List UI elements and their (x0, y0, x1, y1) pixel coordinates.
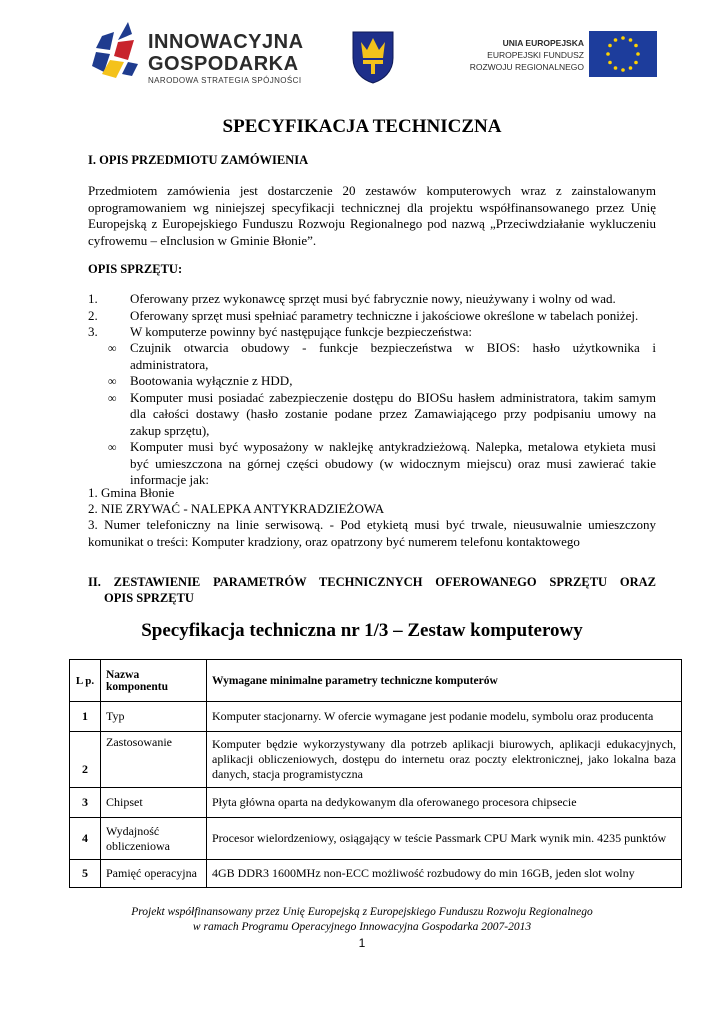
numbered-item-2-n: 2. (88, 308, 98, 323)
row-lp: 5 (70, 860, 101, 888)
numbered-item-2-text: Oferowany sprzęt musi spełniać parametry techniczne i jakościowe określone w tabelach poniżej. (130, 308, 639, 323)
eu-line2: EUROPEJSKI FUNDUSZ (487, 50, 584, 60)
eu-line3: ROZWOJU REGIONALNEGO (469, 62, 584, 72)
row-params: Komputer będzie wykorzystywany dla potrzeb aplikacji biurowych, aplikacji edukacyjnych, aplikacji obliczeniowych, dostępu do internetu oraz poczty elektronicznej, jako lokalna baza danych, stacja programistyczna (207, 732, 682, 788)
header-name: Nazwa komponentu (101, 660, 207, 702)
row-name: Typ (101, 702, 207, 732)
section2-heading-line2: OPIS SPRZĘTU (104, 591, 194, 605)
bullet-1-line-1: Czujnik otwarcia obudowy - funkcje bezpieczeństwa w BIOS: hasło użytkownika i (130, 340, 656, 355)
bullet-symbol: ∞ (108, 341, 117, 355)
table-row (70, 860, 682, 888)
row-params: Procesor wielordzeniowy, osiągający w teście Passmark CPU Mark wynik min. 4235 punktów (207, 818, 682, 860)
row-name: Zastosowanie (101, 732, 207, 788)
bullet-item (108, 373, 656, 390)
bullet-4-line-2: być umieszczona na górnej części obudowy (w widocznym miejscu) oraz musi zawierać takie (130, 455, 656, 471)
page-number: 1 (358, 936, 366, 950)
table-header-row (70, 660, 682, 702)
ig-logo-line3: NARODOWA STRATEGIA SPÓJNOŚCI (148, 76, 302, 85)
sticker-item-3 (88, 517, 656, 550)
bullet-3-line-1: Komputer musi posiadać zabezpieczenie dostępu do BIOSu hasłem administratora, takim samym (130, 389, 656, 405)
bullet-list (108, 340, 656, 489)
intro-line-2: oprogramowaniem wg niniejszej specyfikacji technicznej dla projektu współfinansowanego przez Unię (88, 199, 656, 215)
bullet-item (108, 439, 656, 489)
footer-line2: w ramach Programu Operacyjnego Innowacyjna Gospodarka 2007-2013 (192, 921, 532, 933)
row-params: Komputer stacjonarny. W ofercie wymagane jest podanie modelu, symbolu oraz producenta (207, 702, 682, 732)
ig-logo-line1: INNOWACYJNA (148, 31, 304, 53)
table-row (70, 702, 682, 732)
footer-line1: Projekt współfinansowany przez Unię Europejską z Europejskiego Funduszu Rozwoju Regionalnego (131, 906, 593, 918)
bullet-item (108, 390, 656, 440)
row-lp: 3 (70, 788, 101, 818)
section2-heading-line1: II. ZESTAWIENIE PARAMETRÓW TECHNICZNYCH OFEROWANEGO SPRZĘTU ORAZ (88, 575, 656, 589)
bullet-3-line-2: dla całości dostawy (hasło zostanie podane przez Zamawiającego przy podpisaniu umowy na (130, 406, 656, 421)
row-lp: 2 (70, 732, 101, 788)
bullet-symbol: ∞ (108, 390, 117, 405)
sticker-item-3-line-2: komunikat o treści: Komputer kradziony, oraz opatrzony być numerem telefonu kontaktowego (88, 533, 580, 549)
numbered-item-3-n: 3. (88, 324, 98, 339)
eu-line1: UNIA EUROPEJSKA (502, 38, 584, 48)
bullet-1-line-2: administratora, (130, 356, 209, 372)
eu-flag-icon (589, 31, 657, 77)
row-params: 4GB DDR3 1600MHz non-ECC możliwość rozbudowy do min 16GB, jeden slot wolny (207, 860, 682, 888)
row-params: Płyta główna oparta na dedykowanym dla oferowanego procesora chipsecie (207, 788, 682, 818)
intro-line-4: cyfrowemu – eInclusion w Gminie Błonie”. (88, 232, 317, 248)
table-row (70, 818, 682, 860)
intro-line-1: Przedmiotem zamówienia jest dostarczenie 20 zestawów komputerowych wraz z zainstalowanym (88, 183, 656, 198)
row-lp: 1 (70, 702, 101, 732)
header-params: Wymagane minimalne parametry techniczne komputerów (207, 660, 682, 702)
row-name: Wydajność obliczeniowa (101, 818, 207, 860)
ig-logo-mark-icon (88, 20, 146, 80)
sticker-item-3-line-1: 3. Numer telefoniczny na linie serwisową. - Pod etykietą musi być trwale, nieusuwalnie umieszczony (88, 517, 656, 532)
bullet-item (108, 340, 656, 373)
blonie-crest-icon (349, 28, 397, 84)
ig-logo-line2: GOSPODARKA (148, 53, 299, 75)
numbered-item-1-text: Oferowany przez wykonawcę sprzęt musi być fabrycznie nowy, nieużywany i wolny od wad. (130, 291, 616, 306)
numbered-item-3-text: W komputerze powinny być następujące funkcje bezpieczeństwa: (130, 324, 472, 339)
row-name: Chipset (101, 788, 207, 818)
bullet-3-line-3: zakup sprzętu), (130, 422, 210, 438)
row-lp: 4 (70, 818, 101, 860)
header-lp: L p. (70, 660, 101, 702)
table-row (70, 788, 682, 818)
numbered-item-2 (88, 308, 668, 325)
bullet-2-line-1: Bootowania wyłącznie z HDD, (130, 373, 293, 388)
bullet-4-line-1: Komputer musi być wyposażony w naklejkę antykradzieżową. Nalepka, metalowa etykieta musi (130, 439, 656, 454)
intro-line-3: Europejską z Europejskiego Funduszu Rozwoju Regionalnego pod nazwą „Przeciwdziałanie wykluczeniu (88, 216, 656, 231)
spec-title: Specyfikacja techniczna nr 1/3 – Zestaw komputerowy (141, 620, 583, 641)
section1-heading: I. OPIS PRZEDMIOTU ZAMÓWIENIA (88, 153, 309, 167)
row-name: Pamięć operacyjna (101, 860, 207, 888)
bullet-symbol: ∞ (108, 374, 117, 388)
numbered-item-3 (88, 324, 668, 341)
table-row (70, 732, 682, 788)
document-title: SPECYFIKACJA TECHNICZNA (222, 116, 502, 137)
opis-sprzetu-heading: OPIS SPRZĘTU: (88, 262, 183, 276)
sticker-item-1: 1. Gmina Błonie (88, 485, 175, 500)
intro-paragraph (88, 183, 656, 249)
bullet-symbol: ∞ (108, 440, 117, 454)
bullet-4-line-3: informacje jak: (130, 472, 210, 487)
numbered-item-1-n: 1. (88, 291, 98, 306)
numbered-item-1 (88, 291, 668, 308)
spec-table (69, 659, 682, 888)
sticker-item-2: 2. NIE ZRYWAĆ - NALEPKA ANTYKRADZIEŻOWA (88, 501, 385, 516)
